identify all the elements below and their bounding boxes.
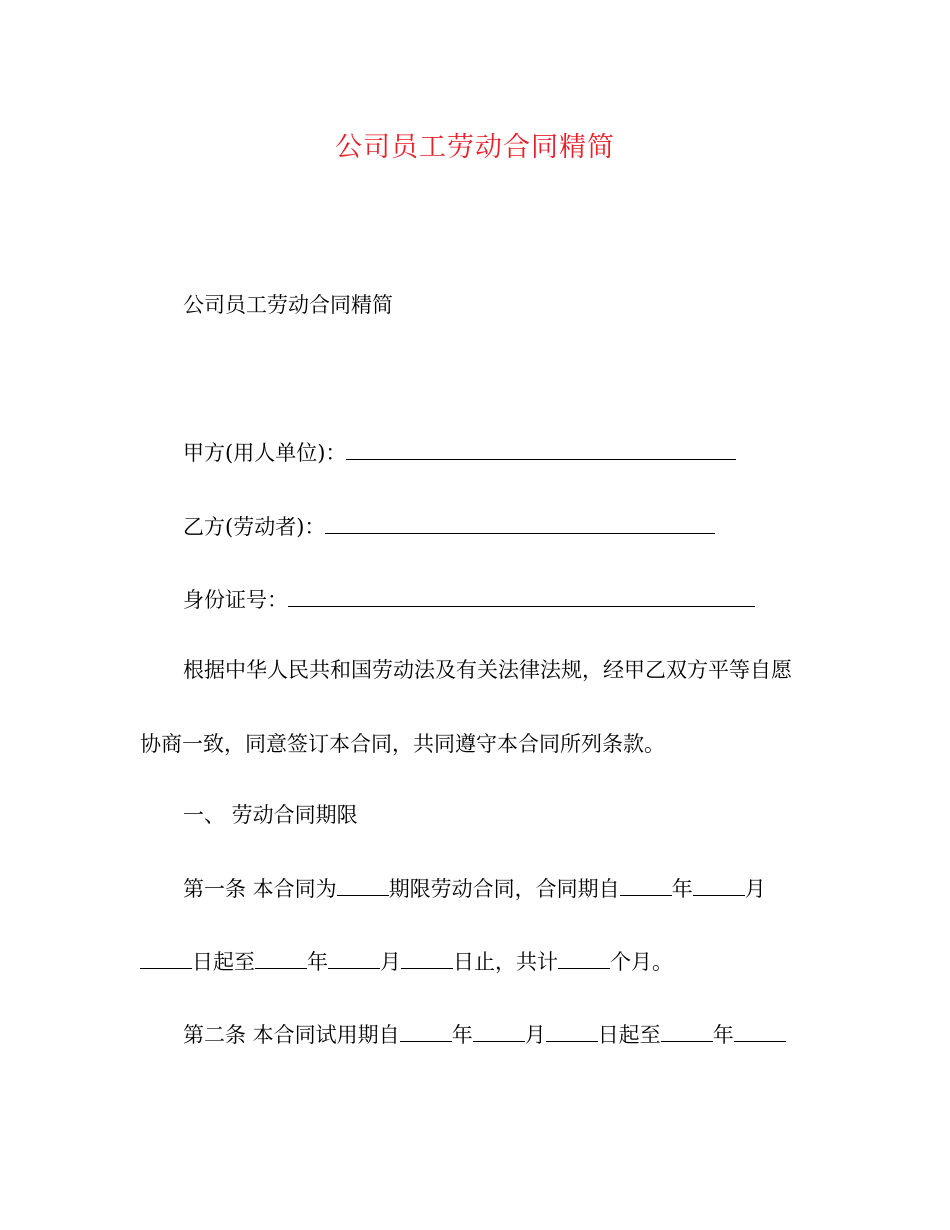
article-1-text: 月 (744, 877, 766, 901)
article-2-blank (661, 1019, 713, 1042)
section-1-heading: 一、 劳动合同期限 (183, 803, 358, 827)
article-1-text: 期限劳动合同，合同期自 (388, 877, 620, 901)
party-b-line (183, 511, 715, 542)
document-title: 公司员工劳动合同精简 (335, 132, 615, 163)
party-a-blank (346, 437, 736, 460)
article-2-blank (734, 1019, 786, 1042)
article-2-blank (473, 1019, 525, 1042)
article-2-text: 日起至 (597, 1023, 661, 1047)
article-1-blank (401, 946, 453, 969)
article-2-text: 年 (712, 1023, 734, 1047)
article-1-text: 个月。 (610, 950, 673, 974)
article-1-blank (328, 946, 380, 969)
party-b-label: 乙方(劳动者)： (183, 515, 326, 539)
article-1-text: 年 (671, 877, 693, 901)
party-a-line (183, 437, 736, 468)
article-2-text: 年 (451, 1023, 473, 1047)
article-2-blank (400, 1019, 452, 1042)
article-1-blank (255, 946, 307, 969)
preamble-line-2: 协商一致，同意签订本合同，共同遵守本合同所列条款。 (140, 732, 665, 756)
article-1-blank (558, 946, 610, 969)
article-1-blank (693, 873, 745, 896)
article-1-text: 年 (307, 950, 328, 974)
article-1-blank (140, 946, 192, 969)
id-label: 身份证号： (183, 588, 288, 612)
article-1-blank (337, 873, 389, 896)
article-1-line-1 (183, 873, 766, 904)
party-b-blank (325, 511, 715, 534)
article-1-text: 日起至 (192, 950, 255, 974)
article-2-prefix: 第二条 本合同试用期自 (183, 1023, 400, 1047)
preamble-line-1: 根据中华人民共和国劳动法及有关法律法规，经甲乙双方平等自愿 (183, 658, 792, 682)
id-line (183, 584, 755, 615)
article-1-prefix: 第一条 本合同为 (183, 877, 337, 901)
article-1-text: 月 (380, 950, 401, 974)
document-subtitle: 公司员工劳动合同精简 (183, 293, 393, 317)
party-a-label: 甲方(用人单位)： (183, 441, 347, 465)
article-1-blank (620, 873, 672, 896)
article-2-text: 月 (524, 1023, 546, 1047)
id-blank (288, 584, 755, 607)
article-1-line-2 (140, 946, 673, 977)
article-2-line-1 (183, 1019, 786, 1050)
article-2-blank (546, 1019, 598, 1042)
article-1-text: 日止，共计 (453, 950, 558, 974)
